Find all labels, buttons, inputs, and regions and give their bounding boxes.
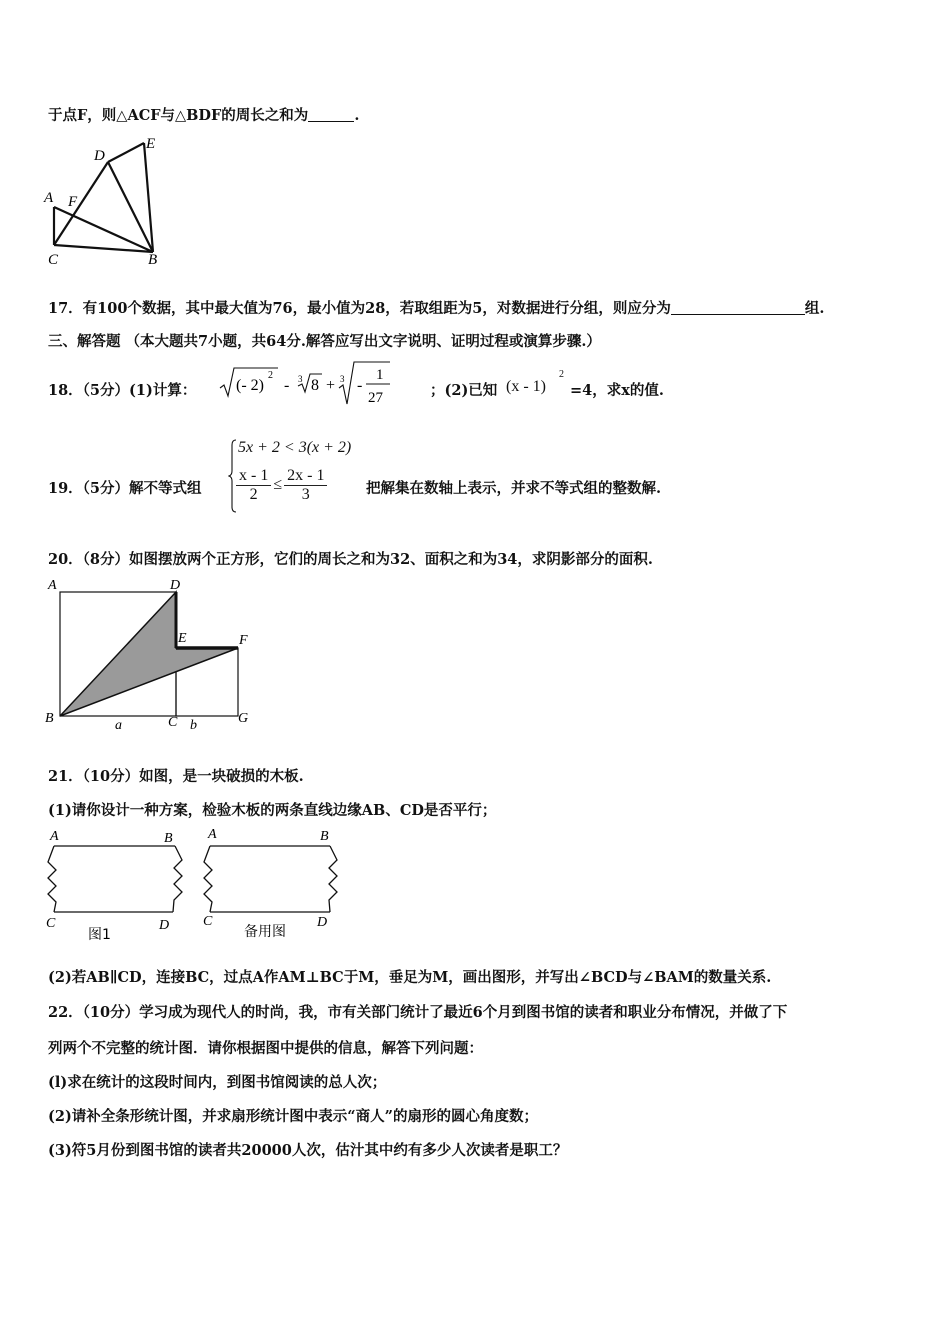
q19-ineq2 bbox=[236, 467, 327, 504]
neg-sign: - bbox=[357, 377, 363, 394]
board-1 bbox=[48, 846, 182, 912]
q18-prefix: 18．（5分）(1)计算： bbox=[48, 382, 197, 399]
fig1-D: D bbox=[159, 918, 170, 933]
label-C: C bbox=[168, 715, 178, 730]
q22-sub2: (2)请补全条形统计图，并求扇形统计图中表示“商人”的扇形的圆心角度数； bbox=[48, 1108, 538, 1125]
q17-text: 17．有100个数据，其中最大值为76，最小值为28，若取组距为5，对数据进行分组，则应分为 bbox=[48, 300, 671, 317]
label-E: E bbox=[178, 631, 187, 646]
label-B: B bbox=[45, 711, 54, 726]
q16-line: 于点F，则△ACF与△BDF的周长之和为 bbox=[48, 107, 309, 124]
frac-2 bbox=[284, 467, 327, 504]
q17-end: 组. bbox=[804, 300, 825, 317]
frac-1 bbox=[236, 467, 271, 504]
q18-m2: (x - 1) bbox=[506, 378, 546, 395]
label-A: A bbox=[48, 578, 57, 593]
eight: 8 bbox=[311, 377, 319, 394]
q18-sup: 2 bbox=[559, 369, 564, 380]
minus-sign: - bbox=[284, 377, 290, 394]
sup-2: 2 bbox=[268, 370, 273, 381]
label-F: F bbox=[68, 194, 78, 210]
fig2-B: B bbox=[320, 829, 329, 844]
fig1-A: A bbox=[50, 829, 59, 844]
frac-den: 27 bbox=[368, 390, 383, 406]
q18-expression bbox=[218, 360, 428, 408]
board-2 bbox=[204, 846, 337, 912]
fig2-D: D bbox=[317, 915, 328, 930]
q22-line1: 22．（10分）学习成为现代人的时尚，我，市有关部门统计了最近6个月到图书馆的读者和职业分布情况，并做了下 bbox=[48, 1004, 788, 1021]
q19 bbox=[48, 437, 848, 517]
figure-q16 bbox=[40, 132, 170, 272]
fig2-C: C bbox=[203, 914, 213, 929]
m1: (- 2) bbox=[236, 377, 264, 394]
frac-2-num: 2x - 1 bbox=[284, 467, 327, 486]
label-A: A bbox=[44, 190, 54, 206]
q16-end: . bbox=[354, 107, 360, 124]
q19-prefix: 19．（5分）解不等式组 bbox=[48, 480, 202, 497]
q20-text: 20．（8分）如图摆放两个正方形，它们的周长之和为32、面积之和为34，求阴影部分的面积. bbox=[48, 551, 653, 568]
fig1-C: C bbox=[46, 916, 56, 931]
label-F: F bbox=[239, 633, 248, 648]
label-a: a bbox=[115, 718, 122, 733]
label-E: E bbox=[146, 136, 156, 152]
q16-answer-blank bbox=[308, 107, 354, 122]
fig1-caption: 图1 bbox=[88, 927, 111, 943]
frac-1-den: 2 bbox=[249, 486, 258, 503]
q22-sub3: (3)符5月份到图书馆的读者共20000人次，估汁其中约有多少人次读者是职工？ bbox=[48, 1142, 568, 1159]
frac-1-num: x - 1 bbox=[236, 467, 271, 486]
fig2-A: A bbox=[208, 827, 217, 842]
figure-q21 bbox=[40, 826, 340, 946]
cube-index: 3 bbox=[298, 374, 303, 384]
section-3-header: 三、解答题 （本大题共7小题，共64分.解答应写出文字说明、证明过程或演算步骤.） bbox=[48, 333, 601, 350]
plus-sign: + bbox=[326, 377, 336, 394]
label-D: D bbox=[94, 148, 105, 164]
q17 bbox=[48, 297, 824, 318]
q21-part1: (1)请你设计一种方案，检验木板的两条直线边缘AB、CD是否平行； bbox=[48, 802, 497, 819]
q22-sub1: (l)求在统计的这段时间内，到图书馆阅读的总人次； bbox=[48, 1074, 387, 1091]
fig2-caption: 备用图 bbox=[244, 924, 286, 940]
label-D: D bbox=[170, 578, 181, 593]
label-B: B bbox=[148, 252, 158, 268]
q18-tail: =4，求x的值. bbox=[570, 382, 664, 399]
q19-ineq1: 5x + 2 < 3(x + 2) bbox=[238, 439, 352, 456]
q18-sep: ；(2)已知 bbox=[430, 382, 498, 399]
q21-text: 21．（10分）如图，是一块破损的木板. bbox=[48, 768, 304, 785]
label-G: G bbox=[238, 711, 249, 726]
le-sign: ≤ bbox=[273, 476, 283, 494]
q21-part2: (2)若AB∥CD，连接BC，过点A作AM⊥BC于M，垂足为M，画出图形，并写出∠BCD与∠BAM的数量关系. bbox=[48, 969, 772, 986]
cube-index-2: 3 bbox=[340, 374, 345, 384]
label-C: C bbox=[48, 252, 59, 268]
label-b: b bbox=[190, 718, 197, 733]
frac-num: 1 bbox=[376, 367, 384, 383]
q22-line2: 列两个不完整的统计图．请你根据图中提供的信息，解答下列问题： bbox=[48, 1040, 483, 1057]
shaded-region bbox=[60, 592, 238, 716]
frac-2-den: 3 bbox=[301, 486, 310, 503]
q16-text bbox=[48, 104, 359, 125]
q19-suffix: 把解集在数轴上表示，并求不等式组的整数解. bbox=[366, 480, 662, 497]
figure-q20 bbox=[40, 574, 270, 734]
fig1-B: B bbox=[164, 831, 173, 846]
q17-answer-blank bbox=[671, 300, 805, 315]
